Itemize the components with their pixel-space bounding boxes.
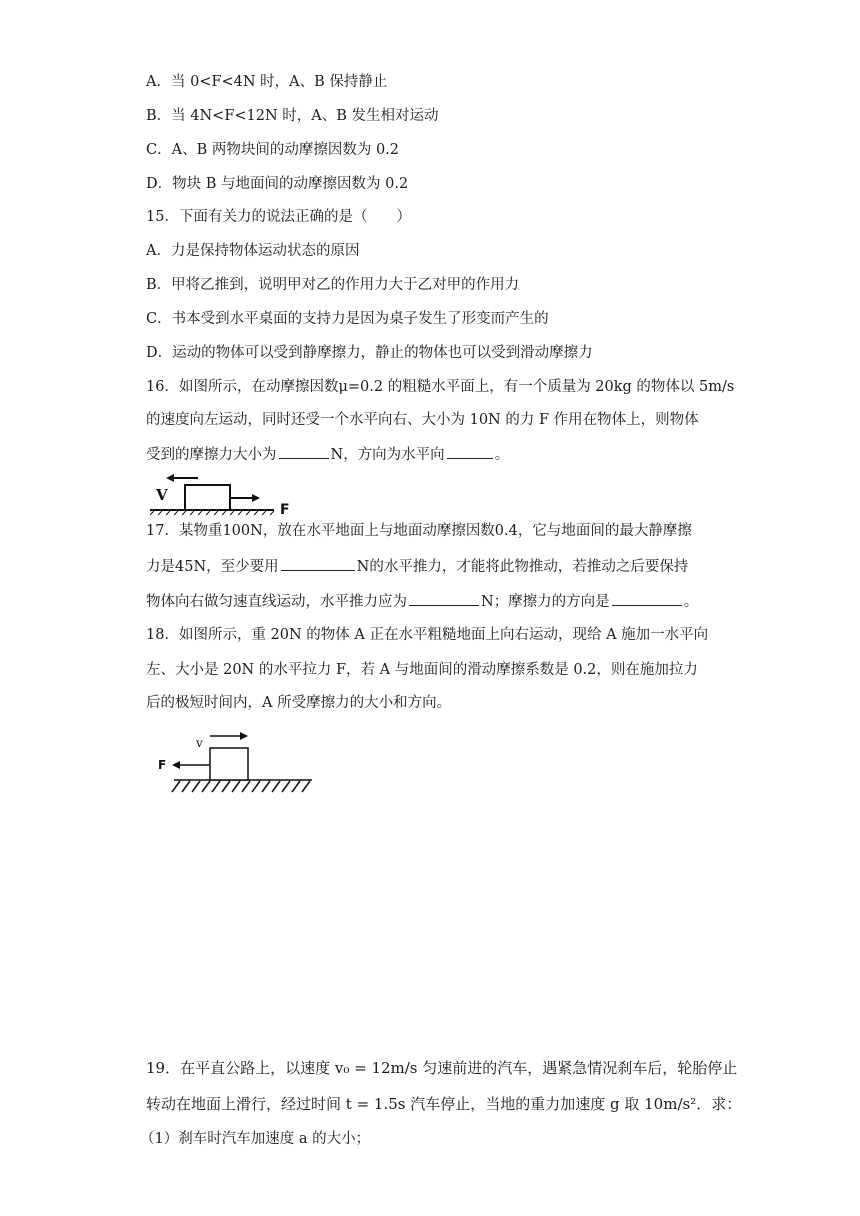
q16-line-3	[146, 444, 509, 465]
q16-line-1: 16．如图所示，在动摩擦因数μ=0.2 的粗糙水平面上，有一个质量为 20kg 的物体以 5m/s	[146, 379, 735, 395]
q16-label-v: V	[156, 486, 168, 504]
q17-line-3	[146, 591, 698, 612]
q17-text-d: N；摩擦力的方向是	[481, 594, 610, 610]
q16-answer-blank-1[interactable]	[279, 444, 329, 459]
q14-option-a: A．当 0<F<4N 时，A、B 保持静止	[146, 74, 388, 90]
q18-line-2: 左、大小是 20N 的水平拉力 F，若 A 与地面间的滑动摩擦系数是 0.2，则在施加拉力	[146, 662, 698, 678]
q17-line-1: 17．某物重100N，放在水平地面上与地面动摩擦因数0.4，它与地面间的最大静摩擦	[146, 523, 692, 539]
q18-label-f: F	[158, 758, 167, 772]
q15-option-c: C．书本受到水平桌面的支持力是因为桌子发生了形变而产生的	[146, 311, 549, 327]
q16-figure	[150, 470, 300, 518]
q15-stem: 15．下面有关力的说法正确的是（ ）	[146, 209, 411, 225]
q14-option-c: C．A、B 两物块间的动摩擦因数为 0.2	[146, 142, 399, 158]
q17-text-b: N的水平推力，才能将此物推动，若推动之后要保持	[356, 559, 689, 575]
q14-option-b: B．当 4N<F<12N 时，A、B 发生相对运动	[146, 108, 439, 124]
q18-label-v: v	[196, 736, 203, 750]
q17-answer-blank-2[interactable]	[409, 591, 479, 606]
q15-option-a: A．力是保持物体运动状态的原因	[146, 243, 360, 259]
q15-option-b: B．甲将乙推到，说明甲对乙的作用力大于乙对甲的作用力	[146, 277, 520, 293]
q17-text-a: 力是45N，至少要用	[146, 559, 279, 575]
q17-text-c: 物体向右做匀速直线运动，水平推力应为	[146, 594, 407, 610]
q17-text-e: 。	[683, 594, 699, 610]
q17-answer-blank-3[interactable]	[612, 591, 682, 606]
q16-line-2: 的速度向左运动，同时还受一个水平向右、大小为 10N 的力 F 作用在物体上，则物体	[146, 412, 699, 428]
q17-answer-blank-1[interactable]	[281, 556, 355, 571]
q18-line-3: 后的极短时间内，A 所受摩擦力的大小和方向。	[146, 695, 452, 711]
q18-figure	[152, 728, 320, 800]
q16-text-c: 。	[494, 447, 510, 463]
q18-block-a	[210, 748, 248, 780]
q16-label-f: F	[280, 502, 290, 518]
q16-text-b: N，方向为水平向	[330, 447, 445, 463]
q19-line-3: （1）刹车时汽车加速度 a 的大小；	[140, 1131, 371, 1147]
q16-answer-blank-2[interactable]	[447, 444, 493, 459]
q19-line-2: 转动在地面上滑行，经过时间 t = 1.5s 汽车停止，当地的重力加速度 g 取 10m/s²．求：	[146, 1095, 742, 1113]
q15-option-d: D．运动的物体可以受到静摩擦力，静止的物体也可以受到滑动摩擦力	[146, 345, 593, 361]
q17-line-2	[146, 556, 688, 577]
q14-option-d: D．物块 B 与地面间的动摩擦因数为 0.2	[146, 176, 409, 192]
q16-block	[185, 485, 230, 510]
q16-text-a: 受到的摩擦力大小为	[146, 447, 277, 463]
q18-line-1: 18．如图所示，重 20N 的物体 A 正在水平粗糙地面上向右运动，现给 A 施加一水平向	[146, 627, 709, 643]
q19-line-1: 19．在平直公路上，以速度 v₀ = 12m/s 匀速前进的汽车，遇紧急情况刹车后，轮胎停止	[146, 1059, 738, 1077]
